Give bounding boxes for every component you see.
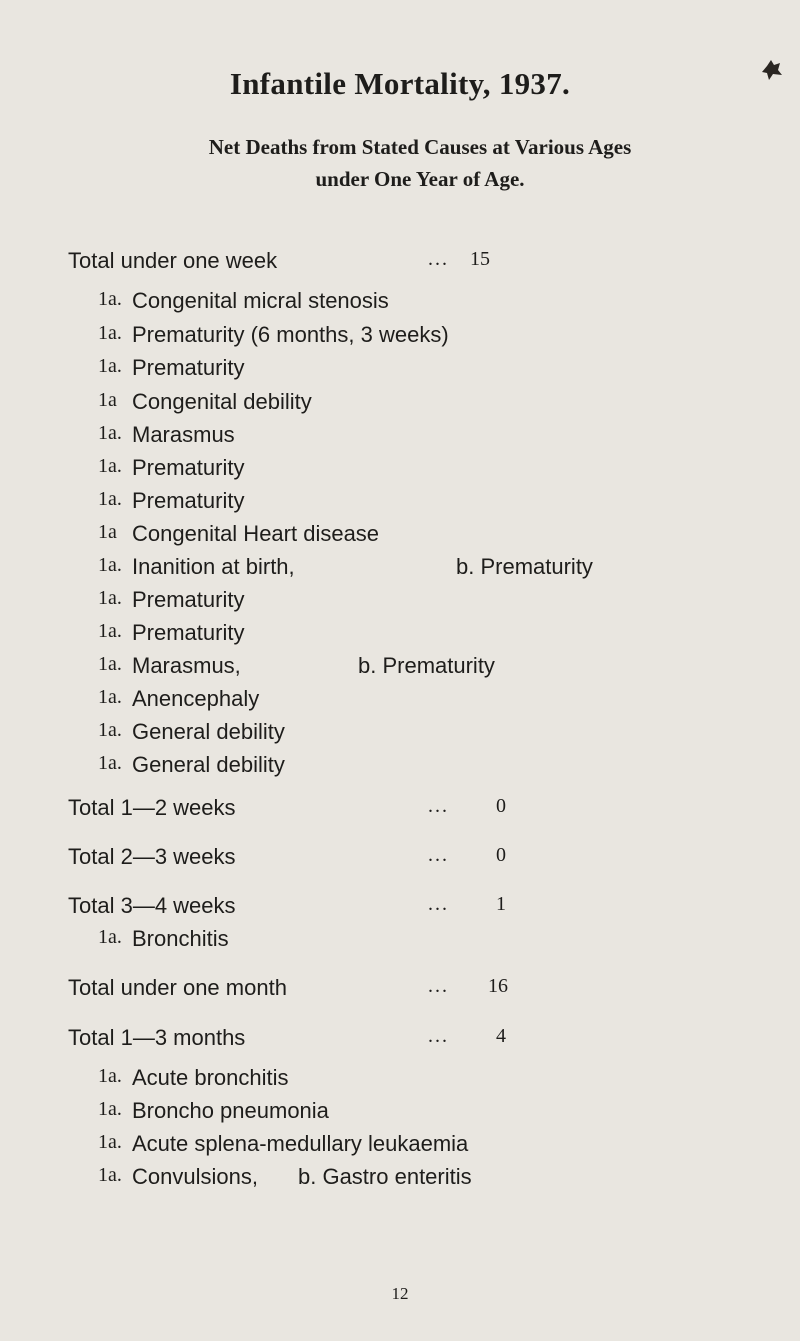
cause-code: 1a. [98, 653, 122, 675]
total-count: 1 [496, 893, 506, 915]
cause-text: Acute splena-medullary leukaemia [132, 1131, 469, 1156]
total-label: Total 2—3 weeks [68, 844, 236, 869]
cause-code: 1a. [98, 1131, 122, 1153]
cause-code: 1a. [98, 554, 122, 576]
cause-text: Broncho pneumonia [132, 1098, 329, 1123]
cause-code: 1a. [98, 288, 122, 310]
cause-code: 1a. [98, 587, 122, 609]
total-three-to-four-weeks [68, 893, 506, 919]
cause-code: 1a. [98, 686, 122, 708]
cause-code: 1a [98, 521, 117, 543]
cause-text: Prematurity [132, 355, 245, 380]
total-label: Total 3—4 weeks [68, 893, 236, 918]
cause-code: 1a. [98, 322, 122, 344]
cause-text: Prematurity [132, 587, 245, 612]
total-count: 15 [470, 248, 490, 270]
cause-text: Marasmus [132, 422, 235, 447]
total-label: Total 1—3 months [68, 1025, 246, 1050]
cause-code: 1a [98, 389, 117, 411]
cause-code: 1a. [98, 752, 122, 774]
page-subtitle-line-1: Net Deaths from Stated Causes at Various Ages [208, 135, 632, 159]
cause-text: Marasmus, [132, 653, 241, 678]
cause-text: Prematurity [132, 488, 245, 513]
cause-secondary-text: b. Prematurity [358, 653, 495, 678]
cause-text: General debility [132, 719, 285, 744]
total-label: Total under one week [68, 248, 278, 273]
cause-text: Congenital debility [132, 389, 312, 414]
cause-secondary-text: b. Prematurity [456, 554, 593, 579]
cause-code: 1a. [98, 926, 122, 948]
total-count: 0 [496, 795, 506, 817]
cause-code: 1a. [98, 1065, 122, 1087]
cause-code: 1a. [98, 355, 122, 377]
cause-text: Congenital Heart disease [132, 521, 380, 546]
leader-dots: ... [428, 893, 449, 915]
total-count: 0 [496, 844, 506, 866]
cause-text: Anencephaly [132, 686, 260, 711]
cause-text: Congenital micral stenosis [132, 288, 389, 313]
total-one-to-three-months [68, 1025, 506, 1051]
page-title: Infantile Mortality, 1937. [229, 66, 571, 101]
total-count: 16 [488, 975, 508, 997]
cause-text: Prematurity [132, 455, 245, 480]
leader-dots: ... [428, 248, 449, 270]
cause-code: 1a. [98, 1098, 122, 1120]
cause-text: General debility [132, 752, 285, 777]
total-under-one-month [68, 975, 508, 1001]
cause-text: Prematurity [132, 620, 245, 645]
total-two-to-three-weeks [68, 844, 506, 870]
cause-code: 1a. [98, 620, 122, 642]
leader-dots: ... [428, 975, 449, 997]
page-subtitle-line-2: under One Year of Age. [315, 167, 525, 191]
leader-dots: ... [428, 1025, 449, 1047]
cause-text: Prematurity (6 months, 3 weeks) [132, 322, 449, 347]
total-count: 4 [496, 1025, 506, 1047]
cause-secondary-text: b. Gastro enteritis [298, 1164, 472, 1189]
total-one-to-two-weeks [68, 795, 506, 821]
cause-code: 1a. [98, 719, 122, 741]
cause-code: 1a. [98, 422, 122, 444]
total-under-one-week [68, 248, 490, 274]
cause-text: Acute bronchitis [132, 1065, 289, 1090]
cause-text: Convulsions, [132, 1164, 258, 1189]
cause-code: 1a. [98, 488, 122, 510]
total-label: Total under one month [68, 975, 287, 1000]
cause-code: 1a. [98, 1164, 122, 1186]
cause-text: Inanition at birth, [132, 554, 295, 579]
page-number: 12 [391, 1284, 409, 1303]
leader-dots: ... [428, 795, 449, 817]
cause-code: 1a. [98, 455, 122, 477]
leader-dots: ... [428, 844, 449, 866]
total-label: Total 1—2 weeks [68, 795, 236, 820]
cause-text: Bronchitis [132, 926, 229, 951]
